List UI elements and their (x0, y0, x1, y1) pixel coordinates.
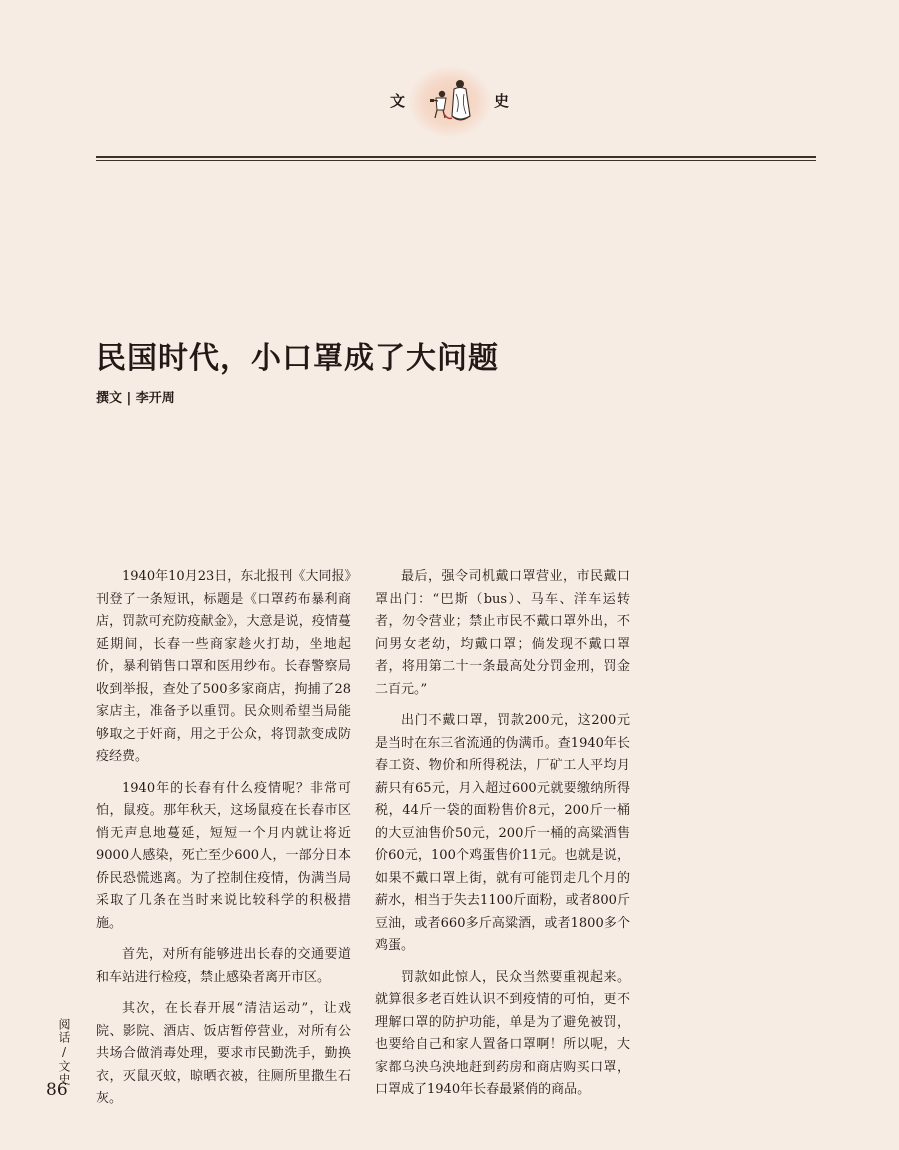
paragraph: 1940年10月23日，东北报刊《大同报》刊登了一条短讯，标题是《口罩药布暴利商店，罚款可充防疫献金》，大意是说，疫情蔓延期间，长春一些商家趁火打劫，坐地起价，暴利销售口罩和医用纱布。长春警察局收到举报，查处了500多家商店，拘捕了28家店主，准备予以重罚。民众则希望当局能够取之于奸商，用之于公众，将罚款变成防疫经费。 (96, 569, 351, 764)
header-rule-thin (96, 160, 816, 161)
section-label-shi: 史 (494, 92, 512, 110)
publication-folio (50, 1018, 78, 1086)
folio-slash: / (61, 1045, 67, 1059)
paragraph: 首先，对所有能够进出长春的交通要道和车站进行检疫，禁止感染者离开市区。 (96, 947, 351, 985)
article-column-left (96, 566, 351, 1120)
article-byline: 撰文 | 李开周 (96, 391, 175, 406)
paragraph: 出门不戴口罩，罚款200元，这200元是当时在东三省流通的伪满币。查1940年长春工资、物价和所得税法，厂矿工人平均月薪只有65元，月入超过600元就要缴纳所得税，44斤一袋的面粉售价8元，200斤一桶的大豆油售价50元，200斤一桶的高粱酒售价60元，100个鸡蛋售价11元。也就是说，如果不戴口罩上街，就有可能罚走几个月的薪水，相当于失去1100斤面粉，或者800斤豆油，或者660多斤高粱酒，或者1800多个鸡蛋。 (375, 713, 630, 953)
paragraph: 最后，强令司机戴口罩营业，市民戴口罩出门：“巴斯（bus）、马车、洋车运转者，勿令营业；禁止市民不戴口罩外出，不问男女老幼，均戴口罩；倘发现不戴口罩者，将用第二十一条最高处分罚金刑，罚金二百元。” (375, 569, 630, 697)
section-label-wen: 文 (390, 92, 408, 110)
scholar-figures-illustration (422, 72, 478, 132)
publication-name-top: 阅话 (57, 1018, 71, 1044)
article-title: 民国时代，小口罩成了大问题 (96, 341, 499, 376)
article-column-right (375, 566, 630, 1111)
page-number: 86 (46, 1080, 68, 1100)
header-rule-thick (96, 156, 816, 158)
publication-name-bottom: 文史 (57, 1060, 71, 1086)
paragraph: 1940年的长春有什么疫情呢？非常可怕，鼠疫。那年秋天，这场鼠疫在长春市区悄无声息地蔓延，短短一个月内就让将近9000人感染，死亡至少600人，一部分日本侨民恐慌逃离。为了控制住疫情，伪满当局采取了几条在当时来说比较科学的积极措施。 (96, 780, 351, 931)
header-emblem (408, 66, 492, 138)
paragraph: 罚款如此惊人，民众当然要重视起来。就算很多老百姓认识不到疫情的可怕，更不理解口罩的防护功能，单是为了避免被罚，也要给自己和家人置备口罩啊！所以呢，大家都乌泱乌泱地赶到药房和商店购买口罩，口罩成了1940年长春最紧俏的商品。 (375, 969, 630, 1097)
paragraph: 其次，在长春开展“清洁运动”，让戏院、影院、酒店、饭店暂停营业，对所有公共场合做消毒处理，要求市民勤洗手，勤换衣，灭鼠灭蚊，晾晒衣被，往厕所里撒生石灰。 (96, 1001, 351, 1106)
